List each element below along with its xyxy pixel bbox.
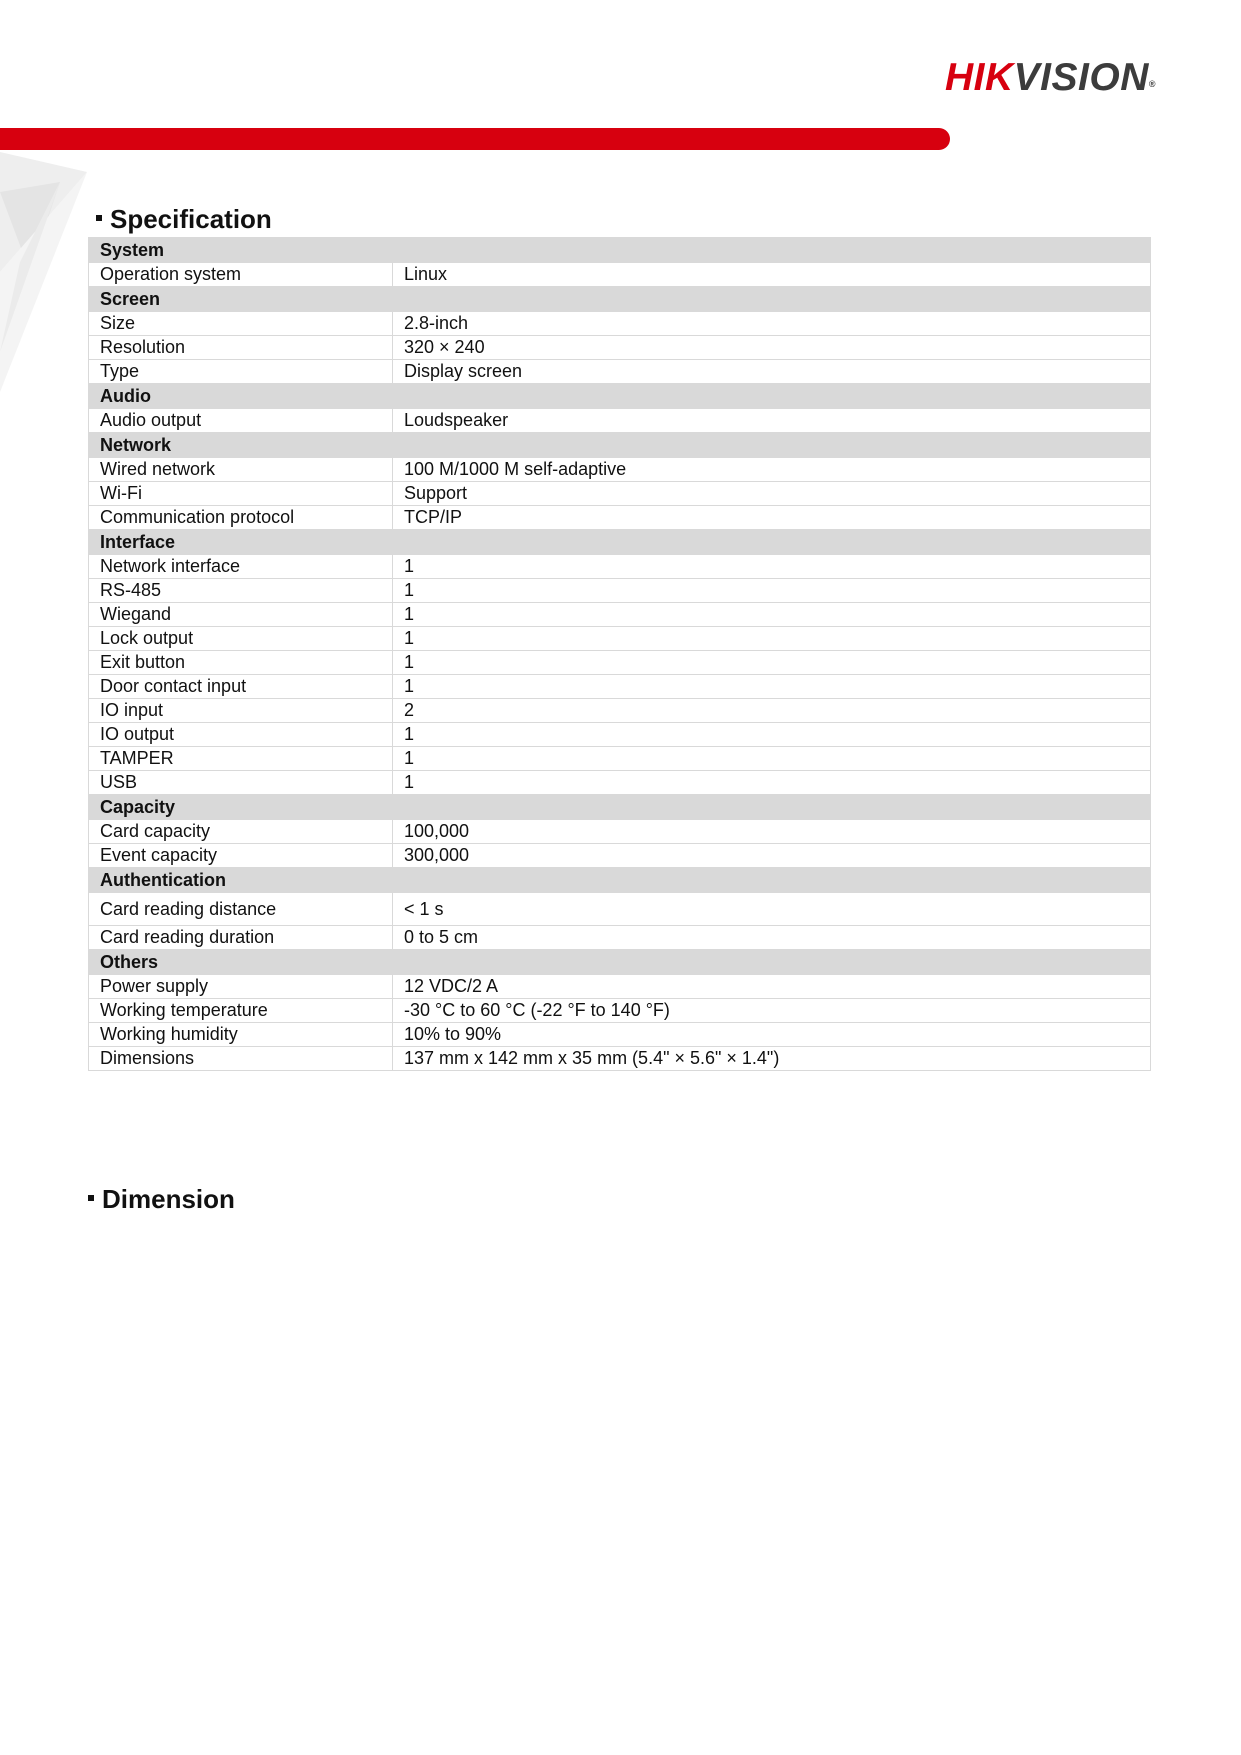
- category-label: Others: [89, 950, 1151, 975]
- spec-row: [89, 893, 1151, 926]
- spec-label: RS-485: [89, 579, 393, 603]
- spec-label: Wired network: [89, 458, 393, 482]
- spec-row: [89, 723, 1151, 747]
- spec-label: Audio output: [89, 409, 393, 433]
- spec-label: Size: [89, 312, 393, 336]
- spec-label: USB: [89, 771, 393, 795]
- category-label: Interface: [89, 530, 1151, 555]
- spec-value: 1: [393, 771, 1151, 795]
- category-label: Authentication: [89, 868, 1151, 893]
- spec-label: Working humidity: [89, 1023, 393, 1047]
- spec-label: Dimensions: [89, 1047, 393, 1071]
- spec-row: [89, 506, 1151, 530]
- spec-label: Card reading duration: [89, 926, 393, 950]
- spec-value: 1: [393, 747, 1151, 771]
- spec-value: Loudspeaker: [393, 409, 1151, 433]
- spec-row: [89, 555, 1151, 579]
- spec-row: [89, 1047, 1151, 1071]
- spec-row: [89, 699, 1151, 723]
- spec-label: Network interface: [89, 555, 393, 579]
- spec-row: [89, 603, 1151, 627]
- category-row: [89, 795, 1151, 820]
- spec-row: [89, 820, 1151, 844]
- spec-value: 1: [393, 555, 1151, 579]
- spec-row: [89, 336, 1151, 360]
- category-label: System: [89, 238, 1151, 263]
- spec-row: [89, 747, 1151, 771]
- spec-row: [89, 458, 1151, 482]
- specification-heading: [96, 204, 272, 235]
- spec-label: Wiegand: [89, 603, 393, 627]
- spec-row: [89, 771, 1151, 795]
- spec-value: 1: [393, 579, 1151, 603]
- spec-row: [89, 1023, 1151, 1047]
- spec-row: [89, 482, 1151, 506]
- logo-text-vision: VISION: [1013, 56, 1149, 99]
- spec-label: Working temperature: [89, 999, 393, 1023]
- category-row: [89, 384, 1151, 409]
- spec-label: Lock output: [89, 627, 393, 651]
- category-row: [89, 868, 1151, 893]
- spec-value: TCP/IP: [393, 506, 1151, 530]
- category-row: [89, 287, 1151, 312]
- spec-label: Wi-Fi: [89, 482, 393, 506]
- spec-value: 100,000: [393, 820, 1151, 844]
- spec-row: [89, 926, 1151, 950]
- category-label: Screen: [89, 287, 1151, 312]
- spec-value: 1: [393, 723, 1151, 747]
- spec-value: 137 mm x 142 mm x 35 mm (5.4" × 5.6" × 1.4"): [393, 1047, 1151, 1071]
- spec-row: [89, 975, 1151, 999]
- spec-label: IO output: [89, 723, 393, 747]
- category-label: Network: [89, 433, 1151, 458]
- header-red-bar: [0, 128, 950, 150]
- category-row: [89, 950, 1151, 975]
- spec-row: [89, 844, 1151, 868]
- spec-value: 100 M/1000 M self-adaptive: [393, 458, 1151, 482]
- spec-row: [89, 312, 1151, 336]
- dimension-heading: [88, 1184, 235, 1215]
- spec-value: 2.8-inch: [393, 312, 1151, 336]
- spec-row: [89, 579, 1151, 603]
- spec-row: [89, 999, 1151, 1023]
- registered-mark: ®: [1148, 79, 1157, 89]
- bullet-icon: [88, 1195, 94, 1201]
- spec-value: Linux: [393, 263, 1151, 287]
- spec-label: Card capacity: [89, 820, 393, 844]
- spec-row: [89, 627, 1151, 651]
- spec-label: TAMPER: [89, 747, 393, 771]
- spec-label: Resolution: [89, 336, 393, 360]
- category-label: Audio: [89, 384, 1151, 409]
- spec-value: 1: [393, 675, 1151, 699]
- specification-table-body: [89, 238, 1151, 1071]
- category-row: [89, 530, 1151, 555]
- category-row: [89, 433, 1151, 458]
- spec-value: 12 VDC/2 A: [393, 975, 1151, 999]
- bullet-icon: [96, 215, 102, 221]
- spec-value: 2: [393, 699, 1151, 723]
- spec-value: 1: [393, 651, 1151, 675]
- spec-value: Support: [393, 482, 1151, 506]
- spec-value: 0 to 5 cm: [393, 926, 1151, 950]
- category-label: Capacity: [89, 795, 1151, 820]
- specification-heading-text: Specification: [110, 204, 272, 234]
- spec-row: [89, 263, 1151, 287]
- spec-value: 1: [393, 603, 1151, 627]
- spec-label: Type: [89, 360, 393, 384]
- spec-value: Display screen: [393, 360, 1151, 384]
- spec-row: [89, 675, 1151, 699]
- spec-value: 320 × 240: [393, 336, 1151, 360]
- spec-value: -30 °C to 60 °C (-22 °F to 140 °F): [393, 999, 1151, 1023]
- spec-row: [89, 360, 1151, 384]
- spec-label: IO input: [89, 699, 393, 723]
- hikvision-logo: [945, 56, 1180, 100]
- spec-label: Communication protocol: [89, 506, 393, 530]
- spec-label: Exit button: [89, 651, 393, 675]
- spec-value: < 1 s: [393, 893, 1151, 926]
- decorative-triangles: [0, 152, 100, 402]
- logo-text-hik: HIK: [945, 56, 1014, 99]
- spec-label: Operation system: [89, 263, 393, 287]
- spec-label: Event capacity: [89, 844, 393, 868]
- spec-label: Power supply: [89, 975, 393, 999]
- spec-value: 1: [393, 627, 1151, 651]
- spec-value: 10% to 90%: [393, 1023, 1151, 1047]
- specification-table: [88, 237, 1151, 1071]
- category-row: [89, 238, 1151, 263]
- spec-value: 300,000: [393, 844, 1151, 868]
- dimension-heading-text: Dimension: [102, 1184, 235, 1214]
- spec-label: Card reading distance: [89, 893, 393, 926]
- spec-row: [89, 409, 1151, 433]
- spec-label: Door contact input: [89, 675, 393, 699]
- spec-row: [89, 651, 1151, 675]
